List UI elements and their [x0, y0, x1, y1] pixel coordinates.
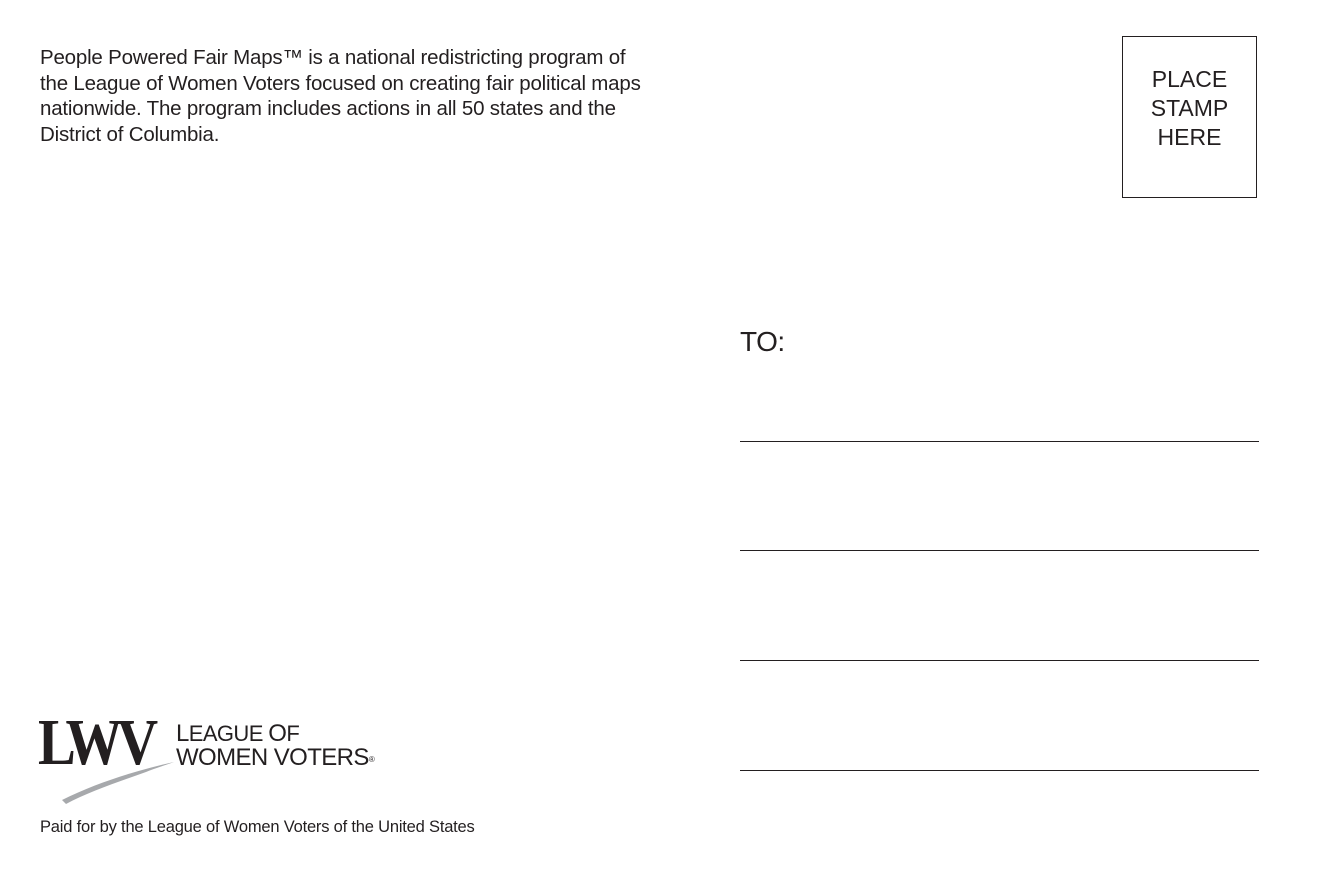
address-line-2 — [740, 550, 1259, 551]
address-line-4 — [740, 770, 1259, 771]
league-name-line1: LEAGUE OF — [176, 720, 300, 747]
stamp-line-place: PLACE — [1151, 65, 1228, 92]
intro-paragraph: People Powered Fair Maps™ is a national redistricting program of the League of Women Voters focused on creating fair political maps nationwide. The program includes actions in all 50 states and the District of Columbia. — [40, 46, 641, 147]
lwv-wordmark: LWV — [38, 706, 153, 779]
stamp-box — [1122, 36, 1257, 198]
paid-for-disclaimer: Paid for by the League of Women Voters of the United States — [40, 818, 475, 836]
league-name — [176, 722, 374, 770]
address-line-1 — [740, 441, 1259, 442]
lwv-logo — [38, 706, 384, 808]
address-line-3 — [740, 660, 1259, 661]
league-name-line2: WOMEN VOTERS® — [176, 744, 375, 771]
to-label: TO: — [740, 326, 785, 357]
stamp-line-here: HERE — [1157, 123, 1222, 150]
stamp-line-stamp: STAMP — [1150, 94, 1229, 121]
